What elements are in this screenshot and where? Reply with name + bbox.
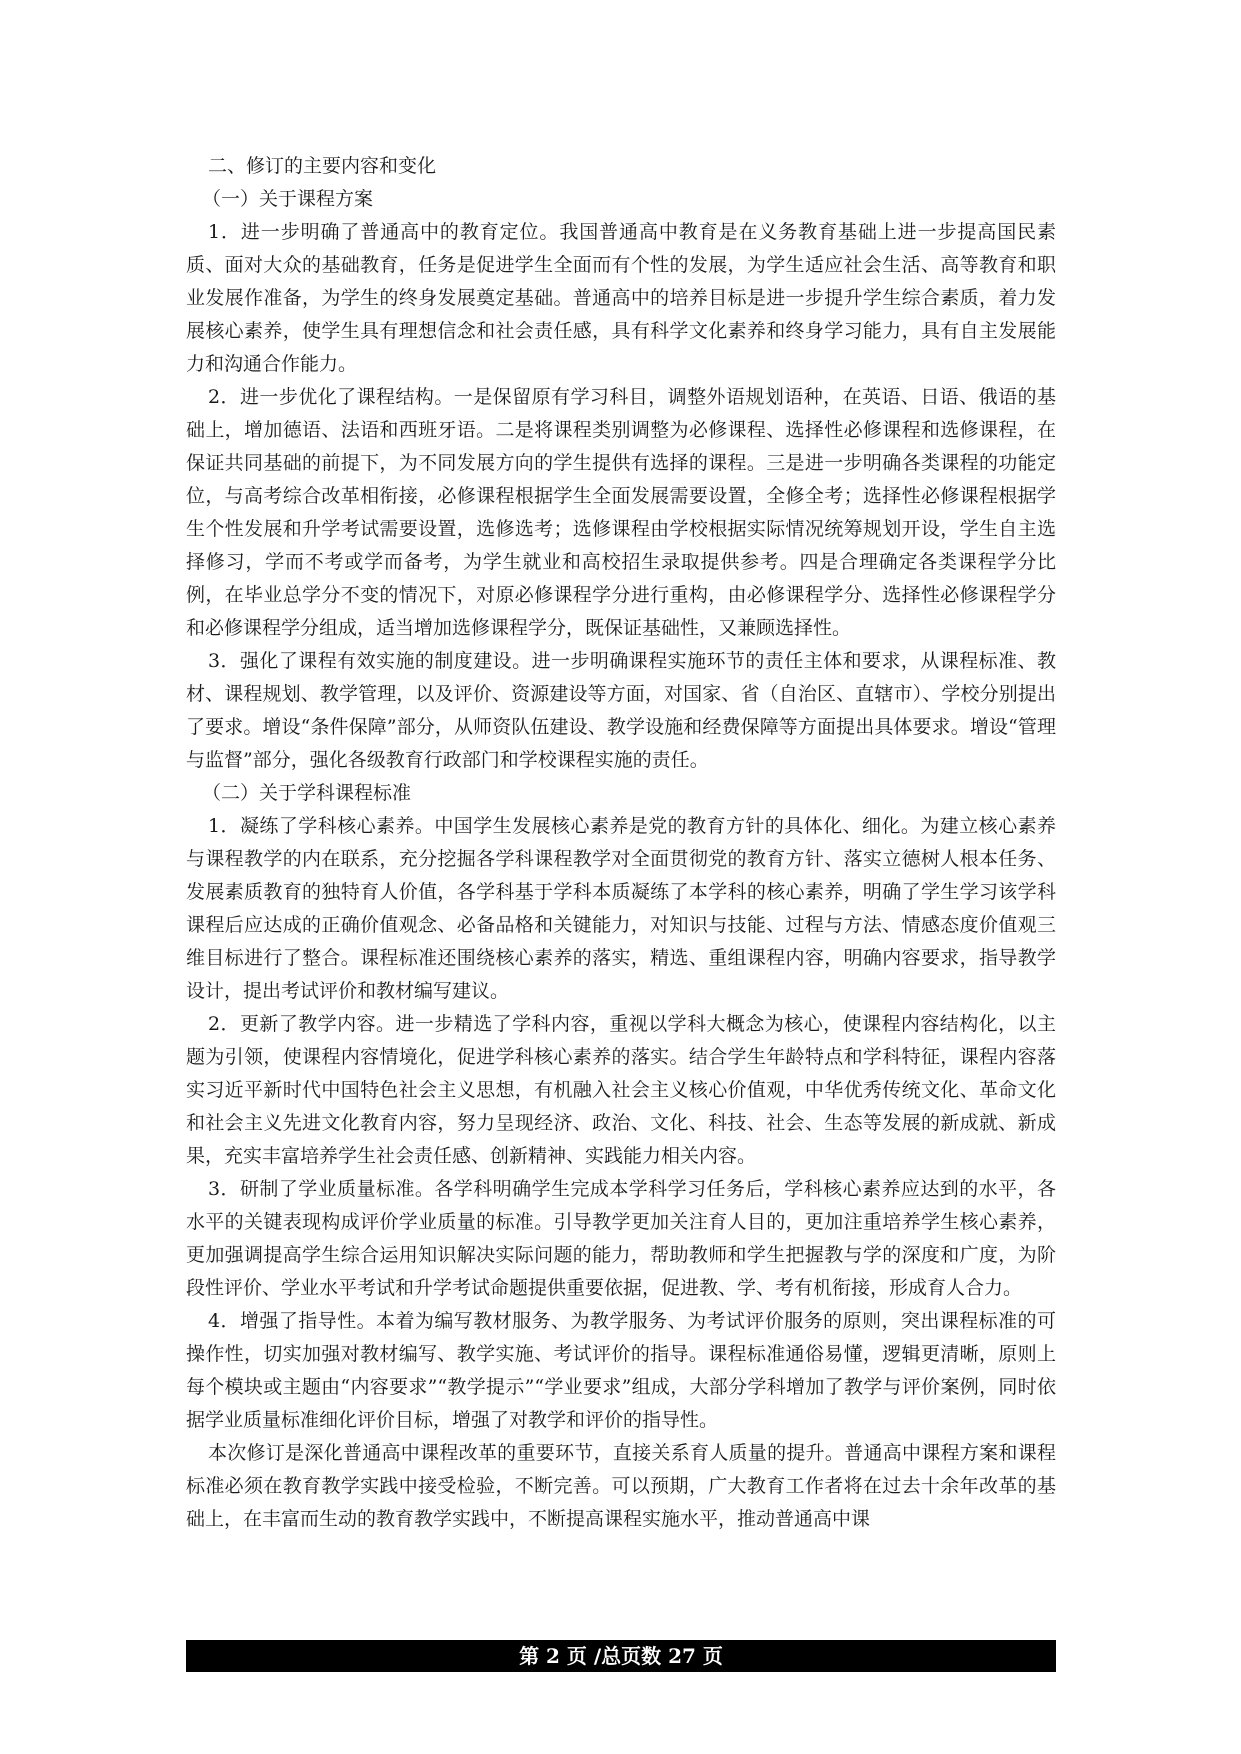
paragraph: 4．增强了指导性。本着为编写教材服务、为教学服务、为考试评价服务的原则，突出课程标准的可操作性，切实加强对教材编写、教学实施、考试评价的指导。课程标准通俗易懂，逻辑更清晰，原则上每个模块或主题由“内容要求”“教学提示”“学业要求”组成，大部分学科增加了教学与评价案例，同时依据学业质量标准细化评价目标，增强了对教学和评价的指导性。 [186, 1310, 1056, 1431]
subsection-title-curriculum-plan: （一）关于课程方案 [202, 188, 374, 210]
page-footer [186, 1640, 1056, 1672]
closing-paragraph: 本次修订是深化普通高中课程改革的重要环节，直接关系育人质量的提升。普通高中课程方案和课程标准必须在教育教学实践中接受检验，不断完善。可以预期，广大教育工作者将在过去十余年改革的基础上，在丰富而生动的教育教学实践中，不断提高课程实施水平，推动普通高中课 [186, 1442, 1056, 1530]
page-number-label: 第 2 页 /总页数 27 页 [519, 1644, 723, 1668]
document-body [186, 150, 1056, 1536]
paragraph: 3．强化了课程有效实施的制度建设。进一步明确课程实施环节的责任主体和要求，从课程标准、教材、课程规划、教学管理，以及评价、资源建设等方面，对国家、省（自治区、直辖市）、学校分别提出了要求。增设“条件保障”部分，从师资队伍建设、教学设施和经费保障等方面提出具体要求。增设“管理与监督”部分，强化各级教育行政部门和学校课程实施的责任。 [186, 650, 1056, 771]
section-title: 二、修订的主要内容和变化 [208, 155, 437, 177]
subsection-title-subject-standards: （二）关于学科课程标准 [202, 782, 412, 804]
paragraph: 2．进一步优化了课程结构。一是保留原有学习科目，调整外语规划语种，在英语、日语、俄语的基础上，增加德语、法语和西班牙语。二是将课程类别调整为必修课程、选择性必修课程和选修课程，在保证共同基础的前提下，为不同发展方向的学生提供有选择的课程。三是进一步明确各类课程的功能定位，与高考综合改革相衔接，必修课程根据学生全面发展需要设置，全修全考；选择性必修课程根据学生个性发展和升学考试需要设置，选修选考；选修课程由学校根据实际情况统筹规划开设，学生自主选择修习，学而不考或学而备考，为学生就业和高校招生录取提供参考。四是合理确定各类课程学分比例，在毕业总学分不变的情况下，对原必修课程学分进行重构，由必修课程学分、选择性必修课程学分和必修课程学分组成，适当增加选修课程学分，既保证基础性，又兼顾选择性。 [186, 386, 1056, 639]
paragraph: 1．进一步明确了普通高中的教育定位。我国普通高中教育是在义务教育基础上进一步提高国民素质、面对大众的基础教育，任务是促进学生全面而有个性的发展，为学生适应社会生活、高等教育和职业发展作准备，为学生的终身发展奠定基础。普通高中的培养目标是进一步提升学生综合素质，着力发展核心素养，使学生具有理想信念和社会责任感，具有科学文化素养和终身学习能力，具有自主发展能力和沟通合作能力。 [186, 221, 1056, 375]
paragraph: 1．凝练了学科核心素养。中国学生发展核心素养是党的教育方针的具体化、细化。为建立核心素养与课程教学的内在联系，充分挖掘各学科课程教学对全面贯彻党的教育方针、落实立德树人根本任务、发展素质教育的独特育人价值，各学科基于学科本质凝练了本学科的核心素养，明确了学生学习该学科课程后应达成的正确价值观念、必备品格和关键能力，对知识与技能、过程与方法、情感态度价值观三维目标进行了整合。课程标准还围绕核心素养的落实，精选、重组课程内容，明确内容要求，指导教学设计，提出考试评价和教材编写建议。 [186, 815, 1056, 1002]
paragraph: 3．研制了学业质量标准。各学科明确学生完成本学科学习任务后，学科核心素养应达到的水平，各水平的关键表现构成评价学业质量的标准。引导教学更加关注育人目的，更加注重培养学生核心素养，更加强调提高学生综合运用知识解决实际问题的能力，帮助教师和学生把握教与学的深度和广度，为阶段性评价、学业水平考试和升学考试命题提供重要依据，促进教、学、考有机衔接，形成育人合力。 [186, 1178, 1056, 1299]
paragraph: 2．更新了教学内容。进一步精选了学科内容，重视以学科大概念为核心，使课程内容结构化，以主题为引领，使课程内容情境化，促进学科核心素养的落实。结合学生年龄特点和学科特征，课程内容落实习近平新时代中国特色社会主义思想，有机融入社会主义核心价值观，中华优秀传统文化、革命文化和社会主义先进文化教育内容，努力呈现经济、政治、文化、科技、社会、生态等发展的新成就、新成果，充实丰富培养学生社会责任感、创新精神、实践能力相关内容。 [186, 1013, 1056, 1167]
